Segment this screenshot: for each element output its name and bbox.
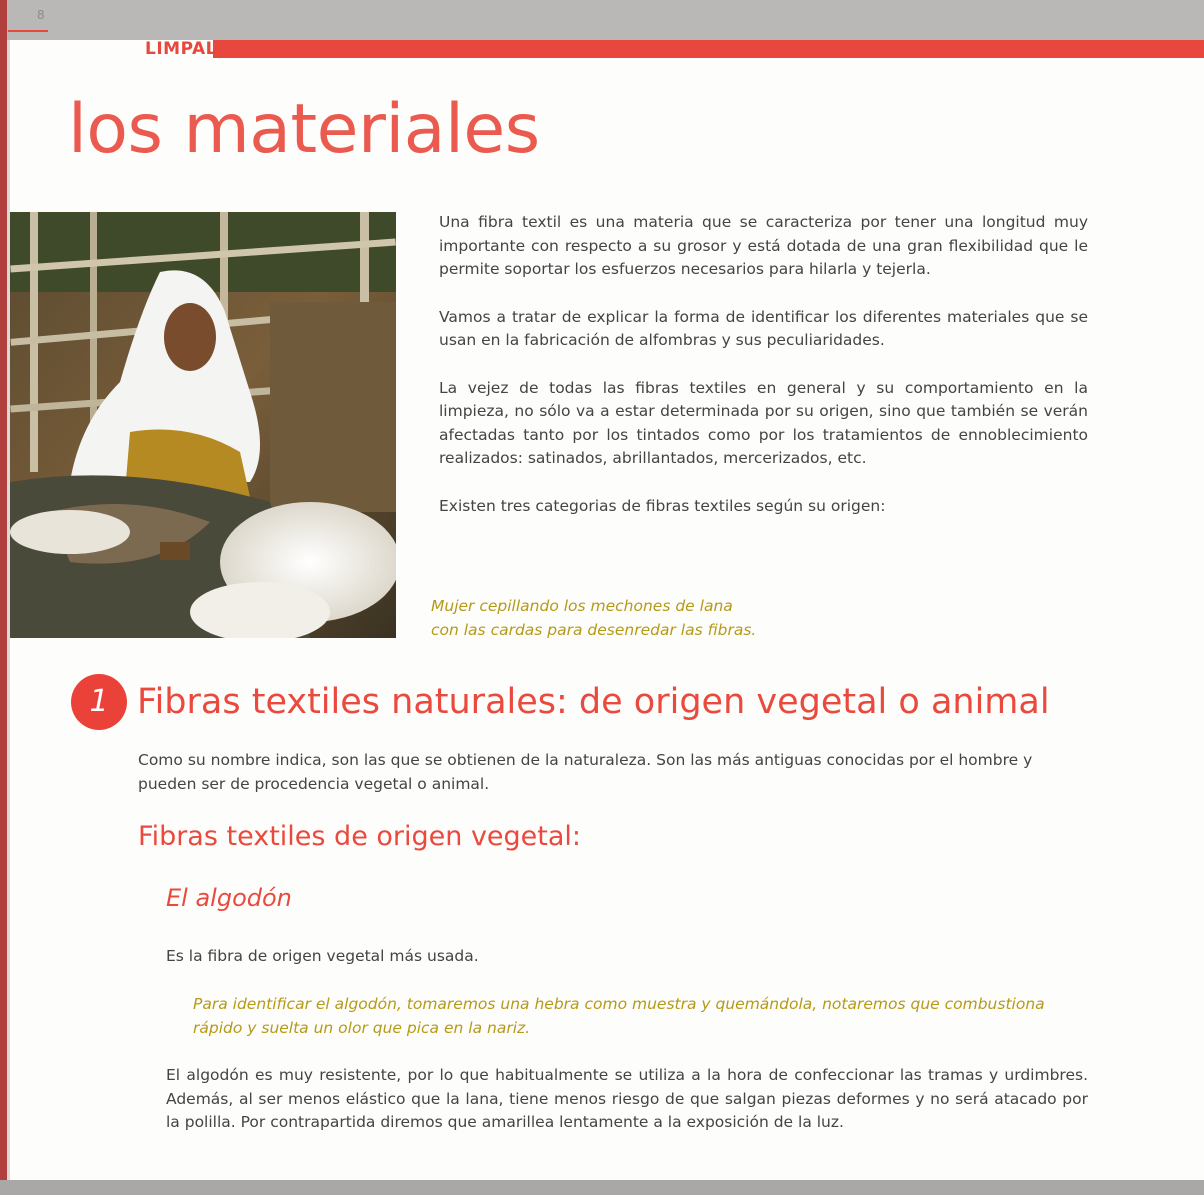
woman-carding-wool-photo [10,212,396,638]
section-number-badge: 1 [71,674,127,730]
page-left-edge [0,0,7,1195]
intro-paragraph-4: Existen tres categorias de fibras textiles según su origen: [439,496,886,515]
cotton-description: El algodón es muy resistente, por lo que habitualmente se utiliza a la hora de confeccionar las tramas y urdimbres. Además, al ser menos elástico que la lana, tiene menos riesgo de que salgan piezas deformes y no será atacado por la polilla. Por contrapartida diremos que amarillea lentamente a la exposición de la luz. [166,1066,1088,1131]
page-number: 8 [37,8,45,22]
page-number-rule [8,30,48,32]
brand-label: LIMPALF [145,39,230,59]
photo-caption-line-1: Mujer cepillando los mechones de lana [431,597,733,615]
photo-caption-line-2: con las cardas para desenredar las fibras. [431,621,757,639]
intro-paragraph-3: La vejez de todas las fibras textiles en general y su comportamiento en la limpieza, no sólo va a estar determinada por su origen, sino que también se verán afectadas tanto por los tintados como por los tratamientos de ennoblecimiento realizados: satinados, abrillantados, mercerizados, etc. [439,378,1088,467]
intro-paragraph-1: Una fibra textil es una materia que se caracteriza por tener una longitud muy importante con respecto a su grosor y está dotada de una gran flexibilidad que le permite soportar los esfuerzos necesarios para hilarla y tejerla. [439,213,1088,278]
cotton-text: Es la fibra de origen vegetal más usada. [166,947,479,965]
brand-red-bar [213,40,1204,58]
bottom-gray-band [0,1180,1204,1195]
cotton-identification-note: Para identificar el algodón, tomaremos una hebra como muestra y quemándola, notaremos que combustiona rápido y suelta un olor que pica en la nariz. [193,995,1045,1037]
cotton-title: El algodón [166,884,292,912]
section-title: Fibras textiles naturales: de origen vegetal o animal [137,682,1050,722]
subsection-title: Fibras textiles de origen vegetal: [138,821,582,852]
page-title: los materiales [68,90,540,169]
intro-text [439,211,1088,542]
intro-paragraph-2: Vamos a tratar de explicar la forma de identificar los diferentes materiales que se usan en la fabricación de alfombras y sus peculiaridades. [439,307,1088,349]
photo-caption [431,594,761,642]
section-intro-text: Como su nombre indica, son las que se obtienen de la naturaleza. Son las más antiguas conocidas por el hombre y pueden ser de procedencia vegetal o animal. [138,751,1033,793]
top-gray-band [0,0,1204,40]
